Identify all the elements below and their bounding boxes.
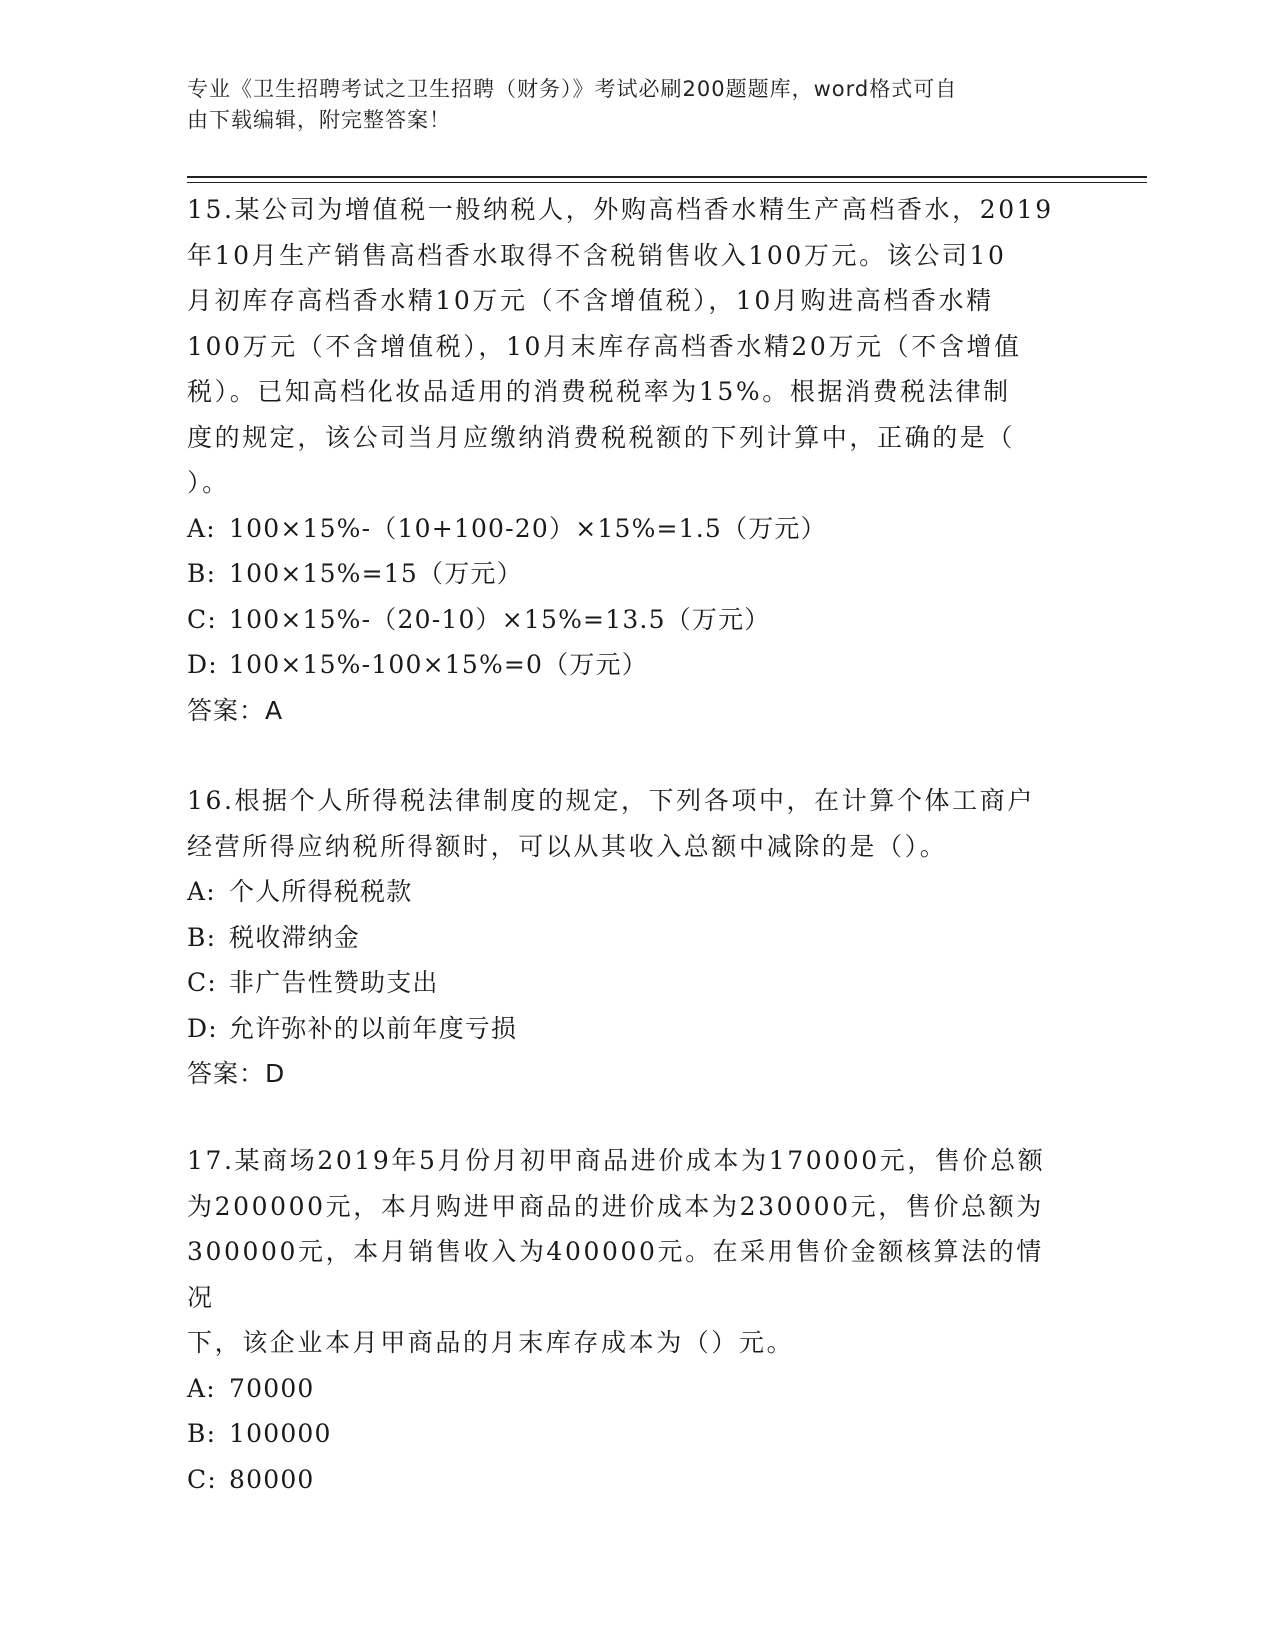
option-key: B:: [187, 922, 217, 952]
option-key: A:: [187, 513, 216, 543]
option-key: C:: [187, 968, 217, 997]
stem-line: 经营所得应纳税所得额时，可以从其收入总额中减除的是（）。: [187, 831, 948, 861]
option-c: [187, 960, 1067, 1006]
header-divider-thick: [187, 176, 1147, 178]
question-17: [187, 1138, 1067, 1502]
option-text: 70000: [229, 1373, 315, 1403]
question-stem: [187, 1138, 1067, 1366]
question-stem: [187, 778, 1067, 869]
option-a: [187, 1366, 1067, 1412]
header-line-1: 专业《卫生招聘考试之卫生招聘（财务）》考试必刷200题题库，word格式可自: [187, 77, 958, 101]
option-key: B:: [187, 559, 217, 588]
stem-line: 年10月生产销售高档香水取得不含税销售收入100万元。该公司10: [187, 240, 1007, 270]
option-c: [187, 597, 1067, 643]
stem-line: 税）。已知高档化妆品适用的消费税税率为15%。根据消费税法律制: [187, 377, 1011, 406]
stem-line: 度的规定，该公司当月应缴纳消费税税额的下列计算中，正确的是（: [187, 422, 1016, 452]
option-key: D:: [187, 1013, 218, 1043]
option-c: [187, 1457, 1067, 1503]
question-16: [187, 778, 1067, 1097]
stem-line: 为200000元，本月购进甲商品的进价成本为230000元，售价总额为: [187, 1191, 1044, 1221]
option-b: [187, 1411, 1067, 1457]
option-text: 80000: [229, 1464, 315, 1494]
option-d: [187, 642, 1067, 688]
option-text: 非广告性赞助支出: [229, 968, 439, 997]
answer-line: 答案：A: [187, 695, 284, 725]
stem-line: 下，该企业本月甲商品的月末库存成本为（）元。: [187, 1328, 795, 1357]
stem-line: 月初库存高档香水精10万元（不含增值税），10月购进高档香水精: [187, 286, 994, 315]
option-b: [187, 551, 1067, 597]
option-key: C:: [187, 604, 217, 634]
option-key: A:: [187, 1373, 216, 1403]
option-key: A:: [187, 877, 216, 906]
stem-line: 17.某商场2019年5月份月初甲商品进价成本为170000元，售价总额: [187, 1146, 1046, 1175]
option-text: 100×15%-（20-10）×15%=13.5（万元）: [229, 604, 771, 634]
option-text: 允许弥补的以前年度亏损: [229, 1013, 518, 1043]
stem-line: 100万元（不含增值税），10月末库存高档香水精20万元（不含增值: [187, 331, 1022, 361]
header-line-2: 由下载编辑，附完整答案！: [187, 108, 451, 132]
option-key: B:: [187, 1419, 217, 1448]
option-text: 个人所得税税款: [229, 877, 413, 906]
stem-line: ）。: [187, 468, 230, 497]
option-a: [187, 869, 1067, 915]
option-text: 100×15%=15（万元）: [229, 559, 523, 588]
stem-line: 15.某公司为增值税一般纳税人，外购高档香水精生产高档香水，2019: [187, 195, 1054, 224]
stem-line: 16.根据个人所得税法律制度的规定，下列各项中，在计算个体工商户: [187, 786, 1035, 815]
option-text: 100×15%-100×15%=0（万元）: [229, 650, 648, 679]
option-b: [187, 915, 1067, 961]
header-divider-thin: [187, 182, 1147, 183]
answer-line: 答案：D: [187, 1059, 286, 1088]
option-text: 100×15%-（10+100-20）×15%=1.5（万元）: [229, 513, 827, 543]
option-key: C:: [187, 1464, 217, 1494]
question-15: [187, 187, 1067, 733]
option-text: 100000: [229, 1419, 332, 1448]
option-key: D:: [187, 650, 218, 679]
document-header: [187, 74, 1067, 136]
option-text: 税收滞纳金: [229, 922, 361, 952]
option-d: [187, 1006, 1067, 1052]
stem-line: 300000元，本月销售收入为400000元。在采用售价金额核算法的情况: [187, 1237, 1044, 1312]
option-a: [187, 506, 1067, 552]
question-stem: [187, 187, 1067, 506]
